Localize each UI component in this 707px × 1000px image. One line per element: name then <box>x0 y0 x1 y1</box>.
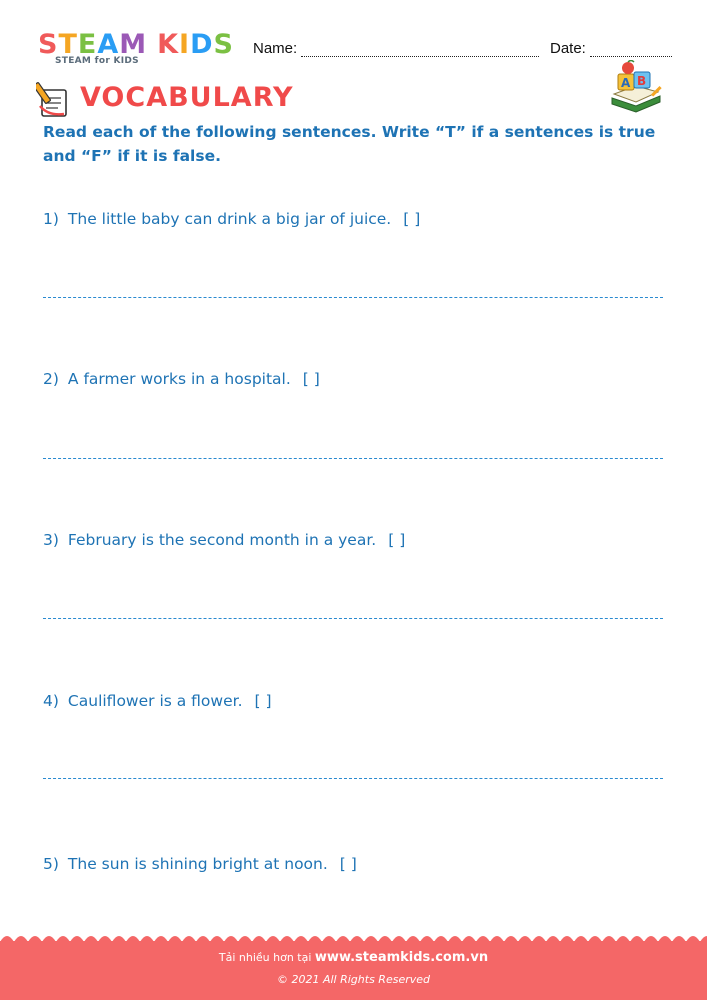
logo-letter: I <box>179 29 191 60</box>
question-2 <box>43 369 320 389</box>
answer-bracket[interactable]: [ ] <box>302 370 320 388</box>
worksheet-title: VOCABULARY <box>80 82 294 113</box>
pencil-paper-icon <box>36 80 74 120</box>
question-number: 3) <box>43 531 59 549</box>
footer-site-link[interactable]: www.steamkids.com.vn <box>314 950 489 965</box>
name-label: Name: <box>253 40 298 57</box>
answer-bracket[interactable]: [ ] <box>388 531 406 549</box>
question-text: A farmer works in a hospital. <box>67 370 291 388</box>
question-4 <box>43 691 272 711</box>
date-label: Date: <box>550 40 586 57</box>
date-field[interactable] <box>550 40 672 57</box>
footer-download-text <box>0 950 707 965</box>
logo-letter: S <box>213 29 234 60</box>
question-text: The sun is shining bright at noon. <box>67 855 328 873</box>
answer-line[interactable] <box>43 458 663 459</box>
svg-text:B: B <box>637 74 647 88</box>
question-text: Cauliflower is a flower. <box>67 692 243 710</box>
footer-scallop-edge <box>0 934 707 942</box>
name-line[interactable] <box>301 44 539 57</box>
svg-text:A: A <box>621 76 631 90</box>
logo-letter: M <box>119 29 148 60</box>
footer <box>0 941 707 1000</box>
answer-bracket[interactable]: [ ] <box>339 855 357 873</box>
question-text: February is the second month in a year. <box>67 531 377 549</box>
logo-letter: A <box>97 29 120 60</box>
logo-letter: E <box>77 29 98 60</box>
instructions: Read each of the following sentences. Write “T” if a sentences is true and “F” if it is false. <box>43 123 656 165</box>
logo-letter: S <box>38 29 59 60</box>
logo-tagline: STEAM for KIDS <box>55 56 139 66</box>
name-field[interactable] <box>253 40 539 57</box>
steam-kids-logo <box>38 31 238 71</box>
answer-bracket[interactable]: [ ] <box>403 210 421 228</box>
question-number: 2) <box>43 370 59 388</box>
logo-wordmark <box>38 31 234 59</box>
question-number: 4) <box>43 692 59 710</box>
answer-line[interactable] <box>43 778 663 779</box>
question-number: 5) <box>43 855 59 873</box>
abc-book-icon <box>606 60 664 116</box>
answer-line[interactable] <box>43 297 663 298</box>
question-1 <box>43 209 420 229</box>
answer-line[interactable] <box>43 618 663 619</box>
question-text: The little baby can drink a big jar of juice. <box>67 210 392 228</box>
answer-bracket[interactable]: [ ] <box>254 692 272 710</box>
date-line[interactable] <box>590 44 672 57</box>
question-number: 1) <box>43 210 59 228</box>
logo-letter: D <box>190 29 214 60</box>
question-5 <box>43 854 357 874</box>
logo-letter: K <box>157 29 180 60</box>
logo-letter: T <box>58 29 78 60</box>
question-3 <box>43 530 405 550</box>
footer-prefix: Tải nhiều hơn tại <box>218 951 315 964</box>
footer-copyright: © 2021 All Rights Reserved <box>276 973 430 986</box>
